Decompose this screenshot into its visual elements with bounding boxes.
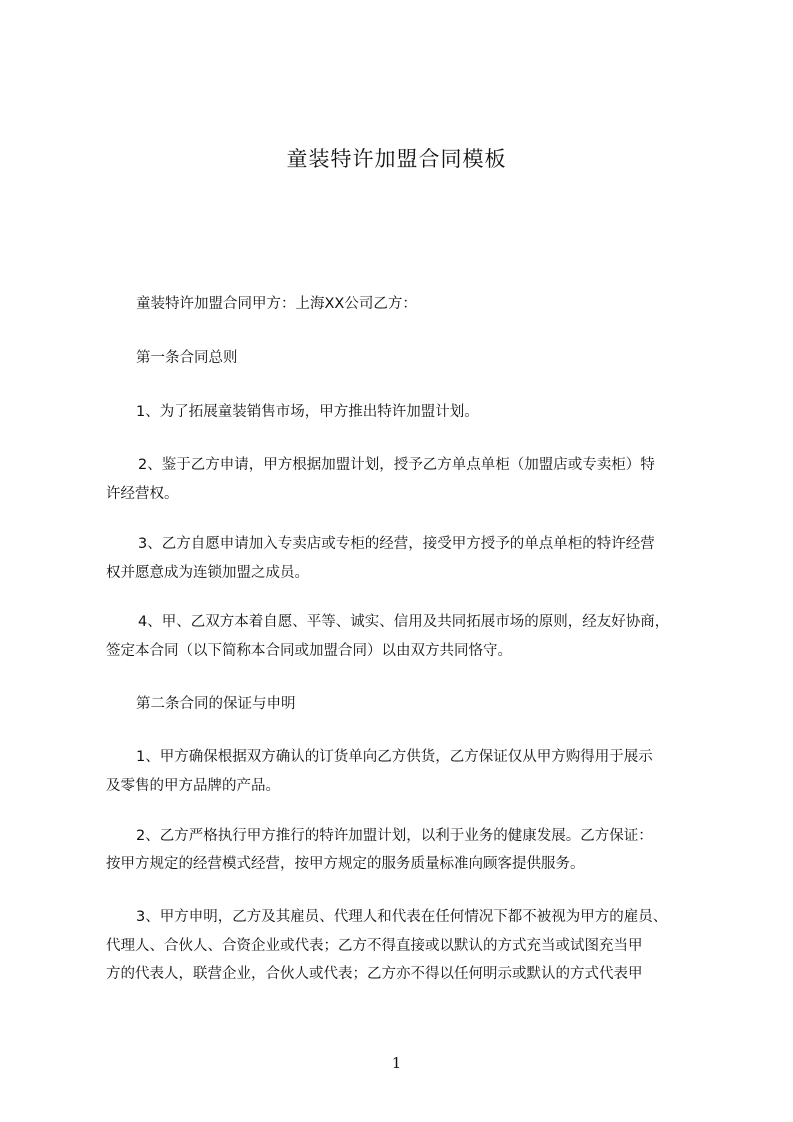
paragraph-line: 许经营权。 <box>106 486 179 502</box>
party-line: 童装特许加盟合同甲方：上海XX公司乙方： <box>136 296 417 312</box>
section-heading-1: 第一条合同总则 <box>136 350 238 366</box>
paragraph-line: 按甲方规定的经营模式经营，按甲方规定的服务质量标准向顾客提供服务。 <box>106 856 585 872</box>
paragraph-line: 3、乙方自愿申请加入专卖店或专柜的经营，接受甲方授予的单点单柜的特许经营 <box>138 536 655 552</box>
paragraph-line: 代理人、合伙人、合资企业或代表；乙方不得直接或以默认的方式充当或试图充当甲 <box>106 938 643 954</box>
paragraph-line: 及零售的甲方品牌的产品。 <box>106 778 280 794</box>
paragraph-line: 4、甲、乙双方本着自愿、平等、诚实、信用及共同拓展市场的原则，经友好协商， <box>138 614 670 630</box>
paragraph-line: 方的代表人，联营企业，合伙人或代表；乙方亦不得以任何明示或默认的方式代表甲 <box>106 966 643 982</box>
page-number: 1 <box>391 1054 402 1072</box>
paragraph-line: 权并愿意成为连锁加盟之成员。 <box>106 565 309 581</box>
paragraph-line: 2、鉴于乙方申请，甲方根据加盟计划，授予乙方单点单柜（加盟店或专卖柜）特 <box>138 457 655 473</box>
paragraph-line: 签定本合同（以下简称本合同或加盟合同）以由双方共同恪守。 <box>106 643 512 659</box>
paragraph-line: 2、乙方严格执行甲方推行的特许加盟计划，以利于业务的健康发展。乙方保证： <box>136 828 653 844</box>
document-title: 童装特许加盟合同模板 <box>286 147 507 171</box>
section-heading-2: 第二条合同的保证与申明 <box>136 696 296 712</box>
paragraph-line: 3、甲方申明，乙方及其雇员、代理人和代表在任何情况下都不被视为甲方的雇员、 <box>136 909 668 925</box>
paragraph-line: 1、甲方确保根据双方确认的订货单向乙方供货，乙方保证仅从甲方购得用于展示 <box>136 749 653 765</box>
paragraph-line: 1、为了拓展童装销售市场，甲方推出特许加盟计划。 <box>136 404 479 420</box>
